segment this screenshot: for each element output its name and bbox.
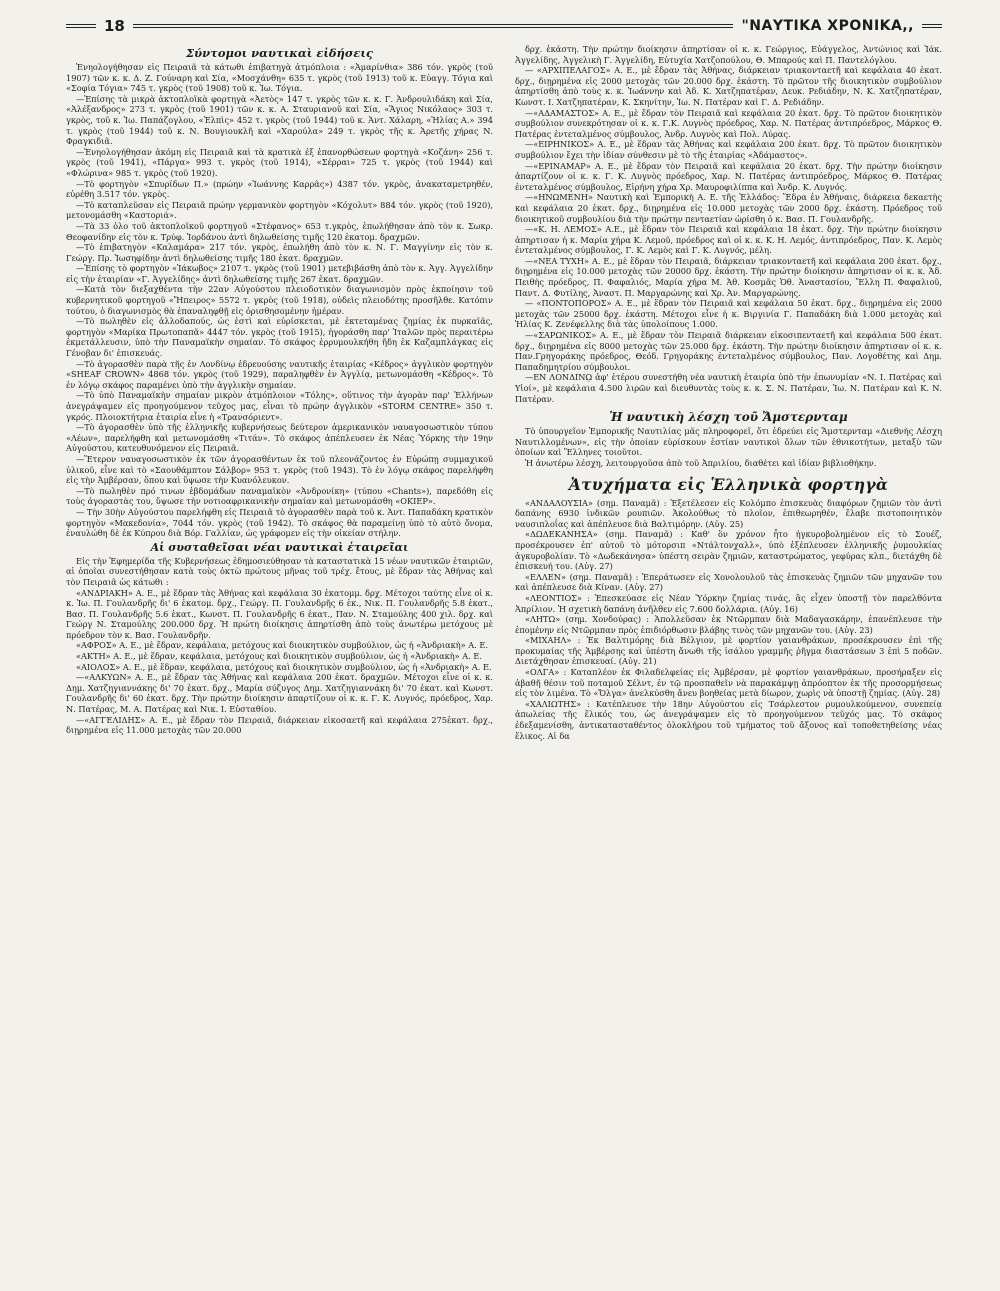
heading-accidents: Ἀτυχήματα εἰς Ἑλληνικὰ φορτηγὰ: [568, 474, 889, 494]
header-rule-right: [922, 24, 942, 28]
paragraph: —Ἐπίσης τὸ φορτηγὸν «Ἰάκωβος» 2107 τ. γκρὸς (τοῦ 1901) μετεβιβάσθη ἀπὸ τὸν κ. Ἀγγ. Ἀγγελίδην εἰς τὴν ἑταιρίαν «Γ. Ἀγγελίδης» ἀντὶ δηλωθείσης τιμῆς 267 ἑκατ. δραχμῶν.: [66, 263, 493, 284]
paragraph: —«ΑΔΑΜΑΣΤΟΣ» Α. Ε., μὲ ἕδραν τὸν Πειραιᾶ καὶ κεφάλαια 20 ἑκατ. δρχ. Τὸ πρῶτον διοικητικὸν συμβούλιον συνεκρότησαν οἱ κ. κ. Γ.Κ. Λυγνὸς πρόεδρος, Χαρ. Ν. Πατέρας ἀντιπρόεδρος, Μάρκος Θ. Πατέρας ἐντεταλμένος σύμβουλος, Ἀνδρ. Λυγνὸς καὶ Πολ. Λύρας.: [515, 107, 942, 139]
page-number: 18: [104, 17, 125, 35]
paragraph: —Ἐνηολογήθησαν ἀκόμη εἰς Πειραιᾶ καὶ τὰ κρατικὰ ἐξ ἐπανορθώσεων φορτηγὰ «Κοζάνη» 256 τ. γκρὸς (τοῦ 1941), «Πάργα» 993 τ. γκρὸς (τοῦ 1914), «Σέρραι» 725 τ. γκρὸς (τοῦ 1944) καὶ «Φλώρινα» 985 τ. γκρὸς (τοῦ 1920).: [66, 146, 493, 178]
paragraph: —«ΕΙΡΗΝΙΚΟΣ» Α. Ε., μὲ ἕδραν τὰς Ἀθήνας καὶ κεφάλαια 200 ἑκατ. δρχ. Τὸ πρῶτον διοικητικὸν συμβούλιον ἔχει τὴν ἰδίαν σύνθεσιν μὲ τὸ τῆς ἑταιρίας «Ἀδάμαστος».: [515, 139, 942, 160]
paragraph: «ΑΦΡΟΣ» Α. Ε., μὲ ἕδραν, κεφάλαια, μετόχους καὶ διοικητικὸν συμβούλιον, ὡς ἡ «Ἀνδριακὴ» Α. Ε.: [76, 640, 488, 651]
paragraph: —Τὸ ἀγορασθὲν ὑπὸ τῆς ἑλληνικῆς κυβερνήσεως δεύτερον ἀμερικανικὸν ναυαγοσωστικὸν τύπου «Λέων», παρελήφθη καὶ μετωνομάσθη «Τιτάν». Τὸ σκάφος ἀπέπλευσεν ἐκ Νέας Ὑόρκης τὴν 19ην Αὐγούστου, κατευθυνόμενον εἰς Πειραιᾶ.: [66, 422, 493, 454]
amsterdam-club-body: [515, 426, 942, 468]
paragraph: «ΧΑΛΙΩΤΗΣ» : Κατέπλευσε τὴν 18ην Αὐγούστου εἰς Τσάρλεστον ρυμουλκούμενον, συνεπείᾳ ἀπωλείας τῆς ἕλικός του, ὡς ἀνεγράψαμεν εἰς τὸ προηγούμενον τεῦχός μας. Τὸ σκάφος ἐδεξαμενίσθη, ἀντικατασταθέντος ὁλοκλήρου τοῦ τμήματος τοῦ ἄξονος καὶ τοποθετηθείσης νέας ἕλικος. Αἱ δα: [515, 698, 942, 741]
heading-short-news: Σύντομοι ναυτικαὶ εἰδήσεις: [186, 46, 373, 60]
paragraph: —«ΝΕΑ ΤΥΧΗ» Α. Ε., μὲ ἕδραν τὸν Πειραιᾶ, διάρκειαν τριακονταετῆ καὶ κεφάλαια 200 ἑκατ. δρχ., διῃρημένα εἰς 10.000 μετοχὰς τῶν 20000 δρχ. ἑκάστη. Τὴν πρώτην διοίκησιν ἀπηρτισαν οἱ κ. κ. Ἀδ. Πειθὴς πρόεδρος, Π. Φαφαλιός, Μαρία χήρα Μ. Ἀθ. Κοσμᾶς Ὀθ. Ἀναστασίου, Ἕλλη Π. Φαφαλιοῦ, Παντ. Δ. Φυτίλης, Ἀναστ. Π. Μαργαρώνης καὶ Χρ. Ἀν. Μαργαρώνης.: [515, 255, 942, 298]
accidents-body: [515, 498, 942, 742]
left-column: [66, 44, 493, 741]
paragraph: —Τὸ πωληθὲν εἰς ἀλλοδαπούς, ὡς ἐστὶ καὶ εὑρίσκεται, μὲ ἐκτεταμένας ζημίας ἐκ πυρκαϊᾶς, φορτηγὸν «Μαρίκα Πρωτοπαπᾶ» 4447 τόν. γκρὸς (τοῦ 1915), ἠγοράσθη παρ' Ἰταλῶν πρὸς περαιτέρω ἐκμετάλλευσιν, ὑπὸ τὴν Παναμαϊκὴν σημαίαν. Τὸ σκάφος ἐρρυμουλκήθη ἤδη ἐκ Καζαμπλάγκας εἰς Γένοβαν δι' ἐπισκευάς.: [66, 316, 493, 359]
paragraph: —Τὸ καταπλεῦσαν εἰς Πειραιᾶ πρώην γερμανικὸν φορτηγὸν «Κόχολυτ» 884 τόν. γκρὸς (τοῦ 1920), μετονομάσθη «Καστοριά».: [66, 199, 493, 221]
page-header: [66, 12, 942, 40]
paragraph: δρχ. ἑκάστη. Τὴν πρώτην διοίκησιν ἀπηρτίσαν οἱ κ. κ. Γεώργιος, Εὐάγγελος, Ἀντώνιος καὶ Ἰάκ. Ἀγγελίδης, Ἀγγελικὴ Γ. Ἀγγελίδη, Εὐτυχία Χατζοπούλου, Θ. Μπαρούς καὶ Π. Παντελόγλου.: [515, 44, 942, 65]
paragraph: —Ἕτερον ναυαγοσωστικὸν ἐκ τῶν ἀγορασθέντων ἐκ τοῦ πλεονάζοντος ἐν Εὐρώπῃ συμμαχικοῦ ὑλικοῦ, εἶνε καὶ τὸ «Σαουθάμπτον Σάλβορ» 953 τ. γκρὸς (τοῦ 1943). Τὸ ἐν λόγῳ σκάφος παρελήφθη εἰς τὴν Ἀμβέρσαν, ὅπου καὶ ὕψωσε τὴν Κυανόλευκον.: [66, 453, 493, 486]
publication-title: "ΝΑΥΤΙΚΑ ΧΡΟΝΙΚΑ,,: [741, 18, 914, 34]
paragraph: —Τὸ φορτηγὸν «Σπυρίδων Π.» (πρώην «Ἰωάννης Καρρᾶς») 4387 τόν. γκρὸς, ἀνακαταμετρηθέν, εὑρέθη 3.517 τόν. γκρὸς.: [66, 178, 493, 200]
paragraph: — «ΠΟΝΤΟΠΟΡΟΣ» Α. Ε., μὲ ἕδραν τὸν Πειραιᾶ καὶ κεφάλαια 50 ἑκατ. δρχ., διῃρημένα εἰς 2000 μετοχὰς τῶν 25000 δρχ. ἑκάστη. Μέτοχοι εἶνε ἡ κ. Βιργινία Γ. Παπαδάκη διὰ 1.000 μετοχὰς καὶ Ἠλίας Κ. Ζενέφελλης διὰ τὰς ὑπολοίπους 1.000.: [515, 298, 942, 330]
paragraph: «ΑΙΟΛΟΣ» Α. Ε., μὲ ἕδραν, κεφάλαια, μετόχους καὶ διοικητικὸν συμβούλιον, ὡς ἡ «Ἀνδριακὴ» Α. Ε.: [76, 661, 492, 672]
paragraph: —«ΑΓΓΕΛΙΔΗΣ» Α. Ε., μὲ ἕδραν τὸν Πειραιᾶ, διάρκειαν εἰκοσαετῆ καὶ κεφάλαια 275ἑκατ. δρχ., διῃρημένα εἰς 11.000 μετοχὰς τῶν 20.000: [66, 714, 493, 736]
paragraph: —Κατὰ τὸν διεξαχθέντα τὴν 22αν Αὐγούστου πλειοδοτικὸν διαγωνισμὸν πρὸς ἐκποίησιν τοῦ κυβερνητικοῦ φορτηγοῦ «Ἤπειρος» 5572 τ. γκρὸς (τοῦ 1918), οὐδεὶς πλειοδότης προσῆλθε. Κατόπιν τούτου, ὁ διαγωνισμὸς θὰ ἐπαναληφθῇ εἰς ὁρισθησομένην ἡμέραν.: [66, 284, 493, 316]
paragraph: —ΕΝ ΛΟΝΔΙΝῼ ἀφ' ἑτέρου συνεστήθη νέα ναυτικὴ ἑταιρία ὑπὸ τὴν ἐπωνυμίαν «Ν. Ι. Πατέρας καὶ Υἱοί», μὲ κεφάλαια 4.500 λιρῶν καὶ διευθυντὰς τοὺς κ. κ. Σ. Ν. Πατέραν, Ἰω. Ν. Πατέραν καὶ Κ. Ν. Πατέραν.: [515, 372, 942, 404]
header-rule-left: [66, 24, 96, 28]
companies-continued-body: [515, 44, 942, 404]
paragraph: —Τὸ ὑπὸ Παναμαϊκὴν σημαίαν μικρὸν ἀτμόπλοιον «Τόλης», οὕτινος τὴν ἀγορὰν παρ' Ἑλλήνων ἀνεγράψαμεν εἰς προηγούμενον τεῦχος μας, εἶναι τὸ πρώην ἀγγλικὸν «STORM CENTRE» 350 τ. γκρός. Πλοιοκτήτρια ἑταιρία εἶνε ἡ «Τρανσόριεντ».: [66, 390, 493, 422]
header-rule-middle: [133, 24, 734, 28]
paragraph: —Τὸ ἀγορασθὲν παρὰ τῆς ἐν Λονδίνῳ ἑδρευούσης ναυτικῆς ἑταιρίας «Κέδρος» ἀγγλικὸν φορτηγὸν «SHEAF CROWN» 4868 τόν. γκρὸς (τοῦ 1929), παραληφθὲν ἐν Ἀγγλίᾳ, μετωνομάσθη «Κέδρος». Τὸ ἐν λόγῳ σκάφος παραμένει ὑπὸ τὴν ἀγγλικὴν σημαίαν.: [66, 358, 493, 390]
paragraph: —«Κ. Η. ΛΕΜΟΣ» Α.Ε., μὲ ἕδραν τὸν Πειραιᾶ καὶ κεφάλαια 18 ἑκατ. δρχ. Τὴν πρώτην διοίκησιν ἀπηρτισαν ἡ κ. Μαρία χήρα Κ. Λεμοῦ, πρόεδρος καὶ οἱ κ. κ. Κ. Η. Λεμός, ἀντιπρόεδρος, Παν. Κ. Λεμὸς ἐντεταλμένος σύμβουλος, Γ. Κ. Λεμὸς καὶ Γ. Κ. Λυγνός, μέλη.: [515, 224, 942, 256]
paragraph: —«ΗΝΩΜΕΝΗ» Ναυτικὴ καὶ Ἐμπορικὴ Α. Ε. τῆς Ἑλλάδος: Ἕδρα ἐν Ἀθήναις, διάρκεια δεκαετὴς καὶ κεφάλαια 20 ἑκατ. δρχ., διῃρημένα εἰς 10.000 μετοχὰς τῶν 2000 δρχ. ἑκάστη. Πρόεδρος τοῦ διοικητικοῦ συμβουλίου διὰ τὴν πρώτην πενταετίαν ὡρίσθη ὁ κ. Βασ. Π. Γουλανδρῆς.: [515, 192, 942, 224]
paragraph: —Τὰ 33 ὀλο τοῦ ἀκτοπλοϊκοῦ φορτηγοῦ «Στέφανος» 653 τ.γκρὸς, ἐπωλήθησαν ἀπὸ τὸν κ. Σωκρ. Θεοφανίδην εἰς τὸν κ. Τρύφ. Ἰορδάνου ἀντὶ δηλωθείσης τιμῆς 120 ἑκατομ. δραχμῶν.: [66, 220, 493, 242]
paragraph: «ΛΕΟΝΤΙΟΣ» : Ἐπεσκεύασε εἰς Νέαν Ὑόρκην ζημίας τινάς, ἃς εἶχεν ὑποστῇ τὸν παρελθόντα Ἀπρίλιον. Ἡ σχετικὴ δαπάνη ἀνῆλθεν εἰς 7.600 δολλάρια. (Αὐγ. 16): [515, 592, 942, 614]
paragraph: Ἡ ἀνωτέρω λέσχη, λειτουργοῦσα ἀπὸ τοῦ Ἀπριλίου, διαθέτει καὶ ἰδίαν βιβλιοθήκην.: [525, 457, 877, 468]
paragraph: Τὸ ὑπουργεῖον Ἐμπορικῆς Ναυτιλίας μᾶς πληροφορεῖ, ὅτι ἑδρεύει εἰς Ἄμστερνταμ «Διεθνὴς Λέσχη Ναυτιλλομένων», εἰς τὴν ὁποίαν εὑρίσκουν ἑστίαν ναυτικοὶ ὅλων τῶν ἐθνικοτήτων, μεταξὺ τῶν ὁποίων καὶ Ἕλληνες τοιοῦτοι.: [515, 426, 942, 458]
heading-amsterdam-club: Ἡ ναυτικὴ λέσχη τοῦ Ἄμστερνταμ: [609, 410, 848, 425]
paragraph: —Τὸ πωληθὲν πρό τινων ἑβδομάδων παναμαϊκὸν «Ἀνδρονίκη» (τύπου «Chants»), παρεδόθη εἰς τοὺς ἀγοραστὰς του, ὕψωσε τὴν νοτιοαφρικανικὴν σημαίαν καὶ μετωνομάσθη «ΟΚΙΕΡ».: [66, 485, 493, 507]
paragraph: —«ΣΑΡΩΝΙΚΟΣ» Α. Ε., μὲ ἕδραν τὸν Πειραιᾶ διάρκειαν εἰκοσιπενταετῆ καὶ κεφάλαια 500 ἑκατ. δρχ., διῃρημένα εἰς 8000 μετοχὰς τῶν 25.000 δρχ. ἑκάστη. Τὴν πρώτην διοίκησιν ἀπηρτισαν οἱ κ. κ. Παν.Γρηγοράκης πρόεδρος, Θεόδ. Γρηγοράκης ἐντεταλμένος σύμβουλος, Παν. Λογοθέτης καὶ Δημ. Παπαδημητρίου σύμβουλοι.: [515, 330, 942, 372]
columns: [66, 44, 942, 741]
paragraph: — Τὴν 30ὴν Αὐγούστου παρελήφθη εἰς Πειραιᾶ τὸ ἀγορασθὲν παρὰ τοῦ κ. Ἀντ. Παπαδάκη κρατικὸν φορτηγὸν «Μακεδονία», 7044 τόν. γκρὸς (τοῦ 1942). Τὸ σκάφος θὰ παραμείνῃ ὑπὸ τὸ αὐτὸ ὄνομα, ἐναυλώθη δὲ ἐκ Κύπρου διὰ Βόρ. Γαλλίαν, ὡς γράφομεν εἰς τὴν οἰκείαν στήλην.: [66, 506, 493, 539]
paragraph: «ΕΛΛΕΝ» (σημ. Παναμᾶ) : Ἐπεράτωσεν εἰς Χονολουλοῦ τὰς ἐπισκευὰς ζημιῶν τῶν μηχανῶν του καὶ ἀπέπλευσε διὰ Κίναν. (Αὐγ. 27): [515, 571, 942, 593]
short-news-body: [66, 62, 493, 539]
paragraph: «ΑΚΤΗ» Α. Ε., μὲ ἕδραν, κεφάλαια, μετόχους καὶ διοικητικὸν συμβούλιον, ὡς ἡ «Ἀνδριακὴ» Α. Ε.: [76, 651, 482, 662]
paragraph: «ΜΙΧΑΗΛ» : Ἐκ Βαλτιμόρης διὰ Βέλγιον, μὲ φορτίον γαιανθράκων, προσέκρουσεν ἐπὶ τῆς προκυμαίας τῆς Ἀμβέρσης καὶ ὑπέστη ἄνωθι τῆς ἰσάλου γραμμῆς ῥῆγμα διαστάσεων 3 ἐπὶ 5 ποδῶν. Διετάχθησαν ἐπισκευαί. (Αὐγ. 21): [515, 635, 942, 667]
paragraph: — «ΑΡΧΙΠΕΛΑΓΟΣ» Α. Ε., μὲ ἕδραν τὰς Ἀθήνας, διάρκειαν τριακονταετῆ καὶ κεφάλαια 40 ἑκατ. δρχ., διῃρημένα εἰς 2000 μετοχὰς τῶν 20.000 δρχ. ἑκάστη. Τὸ πρῶτον τῆς διοικητικὸν συμβούλιον ἀπηρτίσθη ἀπὸ τοὺς κ. κ. Ἰωάννην καὶ Ἀδ. Κ. Χατζηπατέραν, Δευκ. Ρεδιάδην, Ν. Κ. Χατζηπατέραν, Κωνστ. Ι. Χατζηπατέραν, Κ. Σκηνίτην, Ἰω. Ν. Πατέραν καὶ Γ. Δ. Ρεδιάδην.: [515, 65, 942, 107]
paragraph: «ΑΝΔΑΛΟΥΣΙΑ» (σημ. Παναμᾶ) : Ἐξετέλεσεν εἰς Κολόμπο ἐπισκευὰς διαφόρων ζημιῶν τὸν ἀντὶ δαπάνης 6930 ἰνδικῶν ρουπιῶν. Ἀκολούθως τὸ πλοῖον, ἐπιθεωρηθέν, ἔλαβε πιστοποιητικὸν ναυσιπλοΐας καὶ ἀπέπλευσε διὰ Βαλτιμόρην. (Αὐγ. 25): [515, 497, 942, 529]
paragraph: «ΟΛΓΑ» : Καταπλέον ἐκ Φιλαδελφείας εἰς Ἀμβέρσαν, μὲ φορτίον γαιανθράκων, προσήραξεν εἰς ἀβαθῆ θέσιν τοῦ ποταμοῦ Σέλντ, ἐν τῷ προσπαθεῖν νὰ παρακάμψῃ ἀπρόοπτον ἐκ τῆς προσορμήσεως εἰς τὸν λιμένα. Τὸ «Ὄλγα» ἀνελκύσθη ἄνευ βοηθείας μετὰ δίωρον, χωρὶς νὰ ὑποστῇ ζημίας. (Αὐγ. 28): [515, 667, 942, 699]
paragraph: Ἐνηολογήθησαν εἰς Πειραιᾶ τὰ κάτωθι ἐπιβατηγὰ ἀτμόπλοια : «Ἀμαρίνθια» 386 τόν. γκρὸς (τοῦ 1907) τῶν κ. κ. Δ. Ζ. Γούναρη καὶ Σία, «Μοσχάνθη» 635 τ. γκρὸς (τοῦ 1913) τοῦ κ. Εὐαγγ. Τόγια καὶ «Σοφία Τόγια» 745 τ. γκρὸς (τοῦ 1908) τοῦ κ. Ἰω. Τόγια.: [66, 62, 493, 94]
paragraph: «ΔΩΔΕΚΑΝΗΣΑ» (σημ. Παναμᾶ) : Καθ' ὃν χρόνον ἦτο ἠγκυροβολημένον εἰς τὸ Σουέζ, προσέκρουσεν ἐπ' αὐτοῦ τὸ μότορσιπ «Ντάλτονχαλλ», ὑπὸ ἐξέπλευσεν ἑλληνικῆς ῥυμουλκίας ἀγκυροβολίαν. Τὸ «Δωδεκάνησα» ὑπέστη σειρὰν ζημιῶν, καταστρώματος, γεφύρας κλπ., διετάχθη δὲ ἐπισκευή του. (Αὐγ. 27): [515, 529, 942, 572]
paragraph: —Ἐπίσης τὰ μικρὰ ἀκτοπλοϊκὰ φορτηγὰ «Ἀετὸς» 147 τ. γκρὸς τῶν κ. κ. Γ. Ἀνδρουλιδάκη καὶ Σία, «Ἀλέξανδρος» 273 τ. γκρὸς (τοῦ 1901) τῶν κ. κ. Α. Σταυριανοῦ καὶ Σία, «Ἅγιος Νικόλαος» 303 τ. γκρὸς, τοῦ κ. Ἰω. Παπάζογλου, «Ἐλπὶς» 452 τ. γκρὸς (τοῦ 1944) τοῦ κ. Ἀντ. Χάλαρη, «Ἡλίας Α.» 394 τ. γκρὸς (τοῦ 1944) τοῦ κ. Ν. Βουγιουκλῆ καὶ «Χαρούλα» 249 τ. γκρὸς τῆς κ. Ἀρετῆς χήρας Ν. Φραγκιδιᾶ.: [66, 93, 493, 147]
paragraph: —Τὸ ἐπιβατηγὸν «Καλαμάρα» 217 τόν. γκρὸς, ἐπωλήθη ἀπὸ τὸν κ. Ν. Γ. Μαγγίνην εἰς τὸν κ. Γεώργ. Πρ. Ἰωσηφίδην ἀντὶ δηλωθείσης τιμῆς 180 ἑκατ. δραχμῶν.: [66, 242, 493, 263]
paragraph: —«ΑΛΚΥΩΝ» Α. Ε., μὲ ἕδραν τὰς Ἀθήνας καὶ κεφάλαια 200 ἑκατ. δραχμῶν. Μέτοχοι εἶνε οἱ κ. κ. Δημ. Χατζηγιαννάκης δι' 70 ἑκατ. δρχ., Μαρία σύζυγος Δημ. Χατζηγιαννάκη δι' 70 ἑκατ. καὶ Κωνστ. Γουλανδρῆς δι' 60 ἑκατ. δρχ. Τὴν πρώτην διοίκησιν ἀπαρτίζουν οἱ κ. κ. Γ. Κ. Λυγνός, πρόεδρος, Χαρ. Ν. Πατέρας, Μ. Α. Πατέρας καὶ Νικ. Ι. Εὐσταθίου.: [66, 672, 493, 715]
paragraph: —«ΕΡΙΝΑΜΑΡ» Α. Ε., μὲ ἕδραν τὸν Πειραιᾶ καὶ κεφάλαια 20 ἑκατ. δρχ. Τὴν πρώτην διοίκησιν ἀπαρτίζουν οἱ κ. κ. Γ. Κ. Λυγνὸς πρόεδρος, Χαρ. Ν. Πατέρας ἀντιπρόεδρος, Μάρκος Θ. Πατέρας ἐντεταλμένος σύμβουλος, Εἰρήνη χήρα Χρ. Μαυροφιλίππα καὶ Ἀνδρ. Κ. Λυγνός.: [515, 160, 942, 192]
heading-new-companies: Αἱ συσταθεῖσαι νέαι ναυτικαὶ ἑταιρεῖαι: [150, 540, 409, 554]
paragraph: «ΛΗΤΩ» (σημ. Χονδούρας) : Ἀπολλεῦσαν ἐκ Ντῶρμπαν διὰ Μαδαγασκάρην, ἐπανέπλευσε τὴν ἐπομένην εἰς Ντῶρμπαν πρὸς ἐπιδιόρθωσιν βλάβης τινὸς τῶν μηχανῶν του. (Αὐγ. 23): [515, 614, 942, 635]
paragraph: «ΑΝΔΡΙΑΚΗ» Α. Ε., μὲ ἕδραν τὰς Ἀθήνας καὶ κεφάλαια 30 ἑκατομμ. δρχ. Μέτοχοι ταύτης εἶνε οἱ κ. κ. Ἰω. Π. Γουλανδρῆς δι' 6 ἑκατομ. δρχ., Γεώργ. Π. Γουλανδρῆς 6 ἑκ., Νικ. Π. Γουλανδρῆς 5.8 ἑκατ., Βασ. Π. Γουλανδρῆς 5.6 ἑκατ., Κωνστ. Π. Γουλανδρῆς 6 ἑκατ., Παν. Ν. Σταμούλης 400 χιλ. δρχ. καὶ Γεώργ Ν. Σταμούλης 200.000 δρχ. Ἡ πρώτη διοίκησις ἀπηρτίσθη ἀπὸ τοὺς ἀνωτέρω μετόχους μὲ πρόεδρον τὸν κ. Βασ. Γουλανδρῆν.: [66, 587, 493, 640]
paragraph: Εἰς τὴν Ἐφημερίδα τῆς Κυβερνήσεως ἐδημοσιεύθησαν τὰ καταστατικὰ 15 νέων ναυτικῶν ἑταιριῶν, αἱ ὁποῖαι συνεστήθησαν κατὰ τοὺς ὀκτὼ πρώτους μῆνας τοῦ τρέχ. ἔτους, μὲ ἕδραν τὰς Ἀθήνας καὶ τὸν Πειραιᾶ ὡς κάτωθι :: [66, 555, 493, 587]
right-column: [515, 44, 942, 741]
new-companies-body: [66, 556, 493, 736]
